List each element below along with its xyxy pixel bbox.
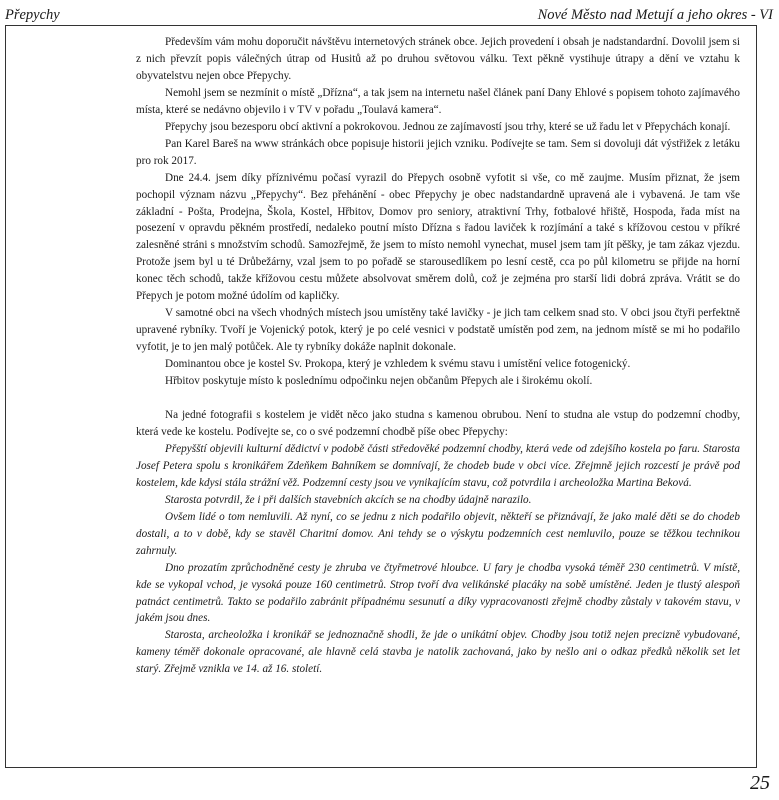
quote-paragraph-mayor: Starosta potvrdil, že i při dalších stavebních akcích se na chodby údajně narazilo. bbox=[165, 493, 532, 506]
quote-paragraph-unique-find: Starosta, archeoložka i kronikář se jednoznačně shodli, že jde o unikátní objev. Chodby jsou totiž nejen precizně vybudované, kameny téměř dokonale opracované, ale hlavně celá stavba je natolik zachovaná, jako by nešlo ani o odkaz předků několik set let starý. Zřejmě vznikla ve 14. až 16. století. bbox=[136, 629, 740, 676]
quote-paragraph-dimensions: Dno prozatím zprůchodněné cesty je zhruba ve čtyřmetrové hloubce. U fary je chodba vysoká téměř 230 centimetrů. V místě, kde se vykopal vchod, je vysoká pouze 160 centimetrů. Strop tvoří dva velikánské placáky na sobě umístěné. Jeden je tlustý alespoň patnáct centimetrů. Takto se podařilo zabránit případnému sesunutí a díky vypracovanosti zřejmě chodby zůstaly v takovém stavu, v jakém jsou dnes. bbox=[136, 561, 740, 625]
paragraph-visit: Dne 24.4. jsem díky příznivému počasí vyrazil do Přepych osobně vyfotit si vše, co mě zaujme. Musím přiznat, že jsem pochopil význam názvu „Přepychy“. Bez přehánění - obec Přepychy je obec nadstandardně upravená ale i vybavená. Je tam vše základní - Pošta, Prodejna, Škola, Kostel, Hřbitov, Domov pro seniory, atraktivní Trhy, fotbalové hřiště, Hospoda, řada míst na posezení v opravdu pěkném prostředí, nedaleko poutní místo Dřízna s řadou laviček k rozjímání a také s křížovou cestou v příkré zalesněné stráni s množstvím schodů. Samozřejmě, že jsem to místo nemohl vynechat, musel jsem tam jít pěšky, je tam zákaz vjezdu. Protože jsem byl u té Drůbežárny, vzal jsem to po pořadě se starousedlíkem po lesní cestě, cca po půl kilometru se přijde na horní konec těch schodů, takže křížovou cestu můžete absolvovat směrem dolů, což je zejména pro starší lidi dobrá zpráva. Vrátit se do Přepych je potom možné údolím od kapličky. bbox=[136, 171, 740, 303]
article-body bbox=[136, 34, 740, 678]
running-header bbox=[5, 6, 773, 24]
paragraph-drizna: Nemohl jsem se nezmínit o místě „Dřízna“, a tak jsem na internetu našel článek paní Dany Ehlové s popisem tohoto zajímavého místa, které se nedávno objevilo i v TV v pořadu „Toulavá kamera“. bbox=[136, 86, 740, 116]
quote-paragraph-discovery: Přepyšští objevili kulturní dědictví v podobě části středověké podzemní chodby, která vede od zdejšího kostela po faru. Starosta Josef Petera spolu s kronikářem Zdeňkem Bahníkem se domnívají, že chodeb bude v obci více. Zřejmně jejich rozcestí je právě pod kostelem, kde kdysi stála strážní věž. Podzemní cesty jsou ve vynikajícím stavu, což potvrdila i archeoložka Martina Beková. bbox=[136, 442, 740, 489]
paragraph-cemetery: Hřbitov poskytuje místo k poslednímu odpočinku nejen občanům Přepych ale i širokému okolí. bbox=[165, 375, 593, 388]
paragraph-website: Především vám mohu doporučit návštěvu internetových stránek obce. Jejich provedení i obsah je nadstandardní. Dovolil jsem si z nich převzít popis válečných útrap od Husitů až po druhou světovou válku. Text pěkně vystihuje útrapy a dění ve vztahu k obyvatelstvu nejen obce Přepychy. bbox=[136, 36, 740, 82]
header-section-title: Přepychy bbox=[5, 7, 60, 23]
quote-paragraph-silence: Ovšem lidé o tom nemluvili. Až nyní, co se jednu z nich podařilo objevit, někteří se přiznávají, že jako malé děti se do chodeb dostali, a to v době, kdy se stavěl Charitní domov. Ani tehdy se o výskytu podzemních cest nemluvilo, pouze se těžkou technikou zahrnuly. bbox=[136, 510, 740, 557]
paragraph-church: Dominantou obce je kostel Sv. Prokopa, který je vzhledem k svému stavu i umístění velice fotogenický. bbox=[165, 358, 631, 371]
paragraph-bares: Pan Karel Bareš na www stránkách obce popisuje historii jejich vzniku. Podívejte se tam. Sem si dovoluji dát výstřižek z letáku pro rok 2017. bbox=[136, 137, 740, 167]
paragraph-tunnel-intro: Na jedné fotografii s kostelem je vidět něco jako studna s kamenou obrubou. Není to studna ale vstup do podzemní chodby, která vede ke kostelu. Podívejte se, co o své podzemní chodbě píše obec Přepychy: bbox=[136, 409, 740, 438]
paragraph-markets: Přepychy jsou bezesporu obcí aktivní a pokrokovou. Jednou ze zajímavostí jsou trhy, které se už řadu let v Přepychách konají. bbox=[165, 120, 731, 133]
page-number: 25 bbox=[750, 772, 770, 794]
header-publication-title: Nové Město nad Metují a jeho okres - VI bbox=[537, 7, 773, 23]
paragraph-benches-ponds: V samotné obci na všech vhodných místech jsou umístěny také lavičky - je jich tam celkem snad sto. V obci jsou čtyři perfektně upravené rybníky. Tvoří je Vojenický potok, který je po celé vesnici v podstatě umístěn pod zem, na jednom místě se mi ho podařilo vyfotit, je to jen malý potůček. Ale ty rybníky dokáže naplnit dokonale. bbox=[136, 307, 740, 354]
